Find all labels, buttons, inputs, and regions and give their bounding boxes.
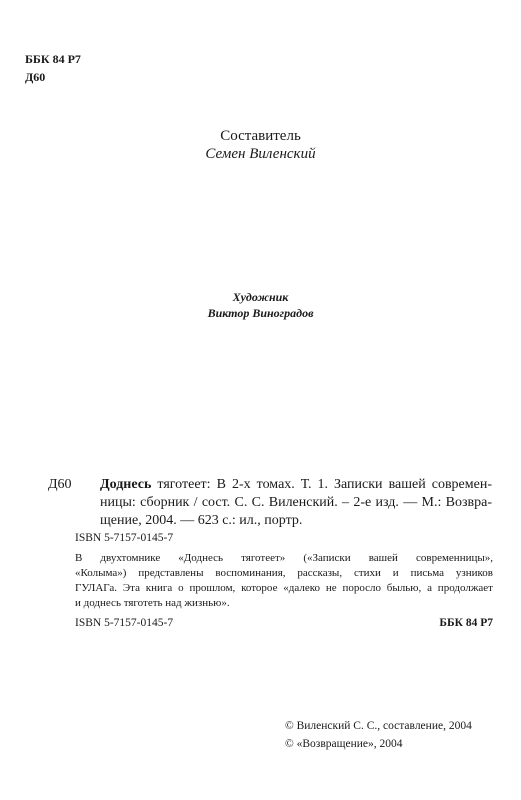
compiler-name: Семен Виленский: [205, 146, 316, 162]
record-line-2: ницы: сборник / сост. С. С. Виленский. – 2-е изд. — М.: Возвра-: [100, 495, 492, 510]
annotation-line: и доднесь тяготеть над жизнью».: [75, 597, 230, 609]
bibliographic-record: [100, 476, 492, 530]
compiler-label: Составитель: [220, 128, 301, 144]
annotation-line: ГУЛАГа. Эта книга о прошлом, которое «далеко не поросло былью, а продолжает: [75, 582, 493, 594]
catalog-code: Д60: [25, 70, 46, 84]
annotation-line: «Колыма») представлены воспоминания, рассказы, стихи и письма узников: [75, 567, 493, 579]
record-line-1-text: тяготеет: В 2-х томах. Т. 1. Записки вашей современ-: [151, 477, 492, 492]
isbn-top: ISBN 5-7157-0145-7: [75, 532, 174, 544]
copyright-publisher: © «Возвращение», 2004: [285, 738, 403, 750]
bbk-code: ББК 84 Р7: [25, 52, 81, 66]
record-line-1: [100, 476, 492, 494]
record-line-3: щение, 2004. — 623 с.: ил., портр.: [100, 513, 303, 528]
record-title: Доднесь: [100, 477, 152, 492]
annotation: [75, 551, 493, 611]
copyright-compiler: © Виленский С. С., составление, 2004: [285, 720, 472, 732]
isbn-bottom: ISBN 5-7157-0145-7: [75, 617, 174, 629]
annotation-line: В двухтомнике «Доднесь тяготеет» («Записки вашей современницы»,: [75, 552, 493, 564]
record-catalog-code: Д60: [48, 477, 72, 492]
bbk-code-bottom: ББК 84 Р7: [439, 617, 493, 629]
artist-label: Художник: [232, 290, 289, 304]
artist-name: Виктор Виноградов: [207, 306, 314, 320]
